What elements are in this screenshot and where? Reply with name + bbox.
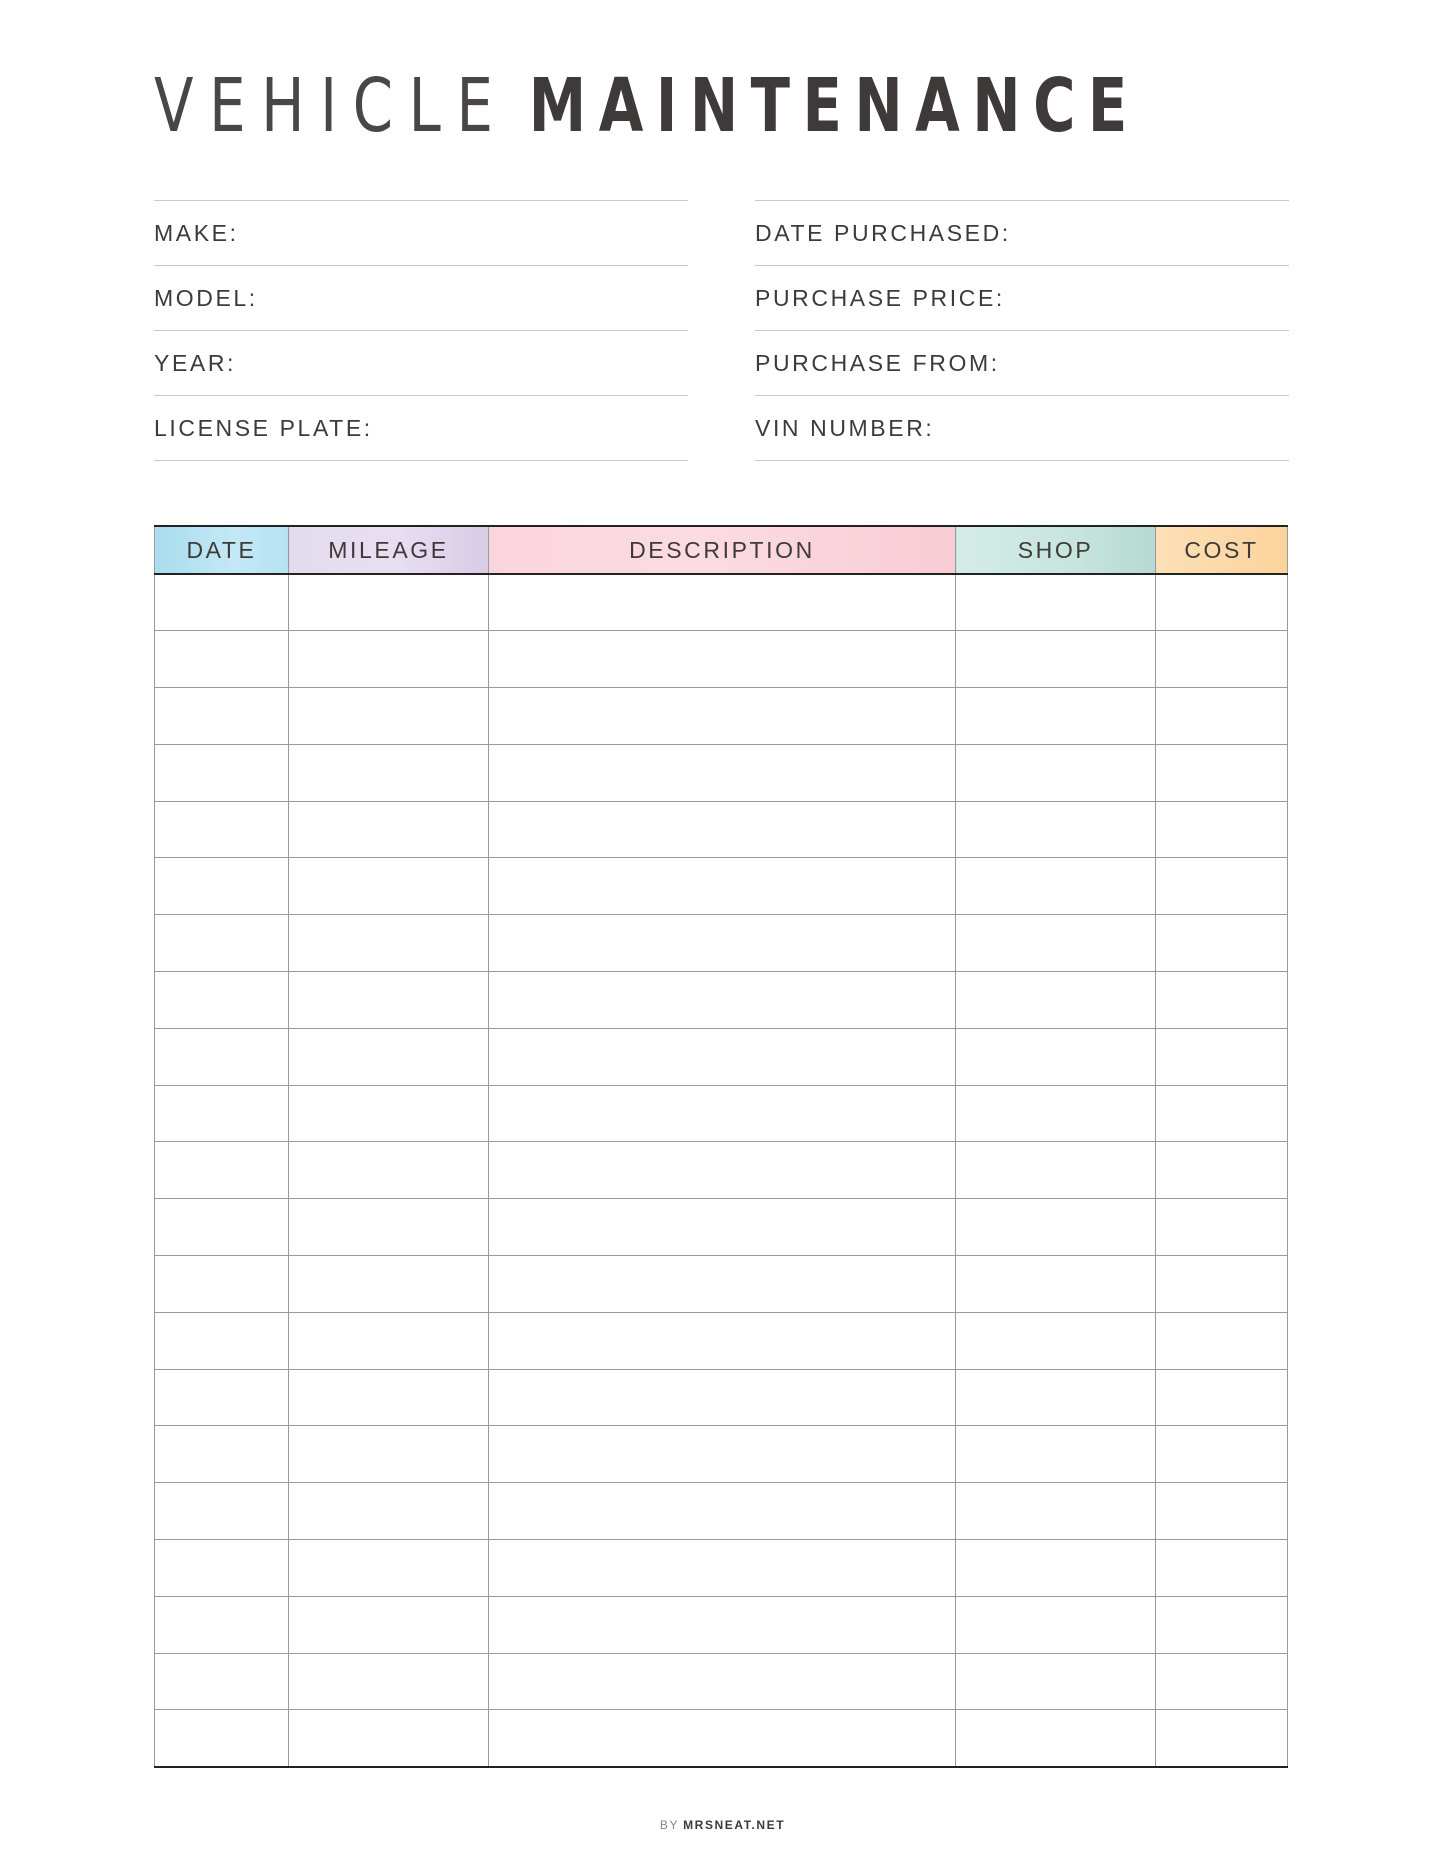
make-label: MAKE: xyxy=(154,219,239,246)
shop-cell[interactable] xyxy=(956,1540,1156,1597)
cost-cell[interactable] xyxy=(1156,1710,1288,1767)
vehicle-info-right xyxy=(755,200,1289,461)
date-cell[interactable] xyxy=(155,1596,289,1653)
mileage-cell[interactable] xyxy=(289,1426,489,1483)
date-cell[interactable] xyxy=(155,744,289,801)
date-cell[interactable] xyxy=(155,1483,289,1540)
table-row xyxy=(155,1483,1288,1540)
table-row xyxy=(155,858,1288,915)
cost-cell[interactable] xyxy=(1156,1653,1288,1710)
shop-cell[interactable] xyxy=(956,1312,1156,1369)
shop-cell[interactable] xyxy=(956,915,1156,972)
table-row xyxy=(155,1540,1288,1597)
description-cell[interactable] xyxy=(489,1710,956,1767)
model-label: MODEL: xyxy=(154,284,258,311)
shop-cell[interactable] xyxy=(956,688,1156,745)
description-cell[interactable] xyxy=(489,1312,956,1369)
mileage-cell[interactable] xyxy=(289,1142,489,1199)
description-cell[interactable] xyxy=(489,574,956,631)
mileage-cell[interactable] xyxy=(289,631,489,688)
description-cell[interactable] xyxy=(489,1540,956,1597)
date-cell[interactable] xyxy=(155,1710,289,1767)
date-cell[interactable] xyxy=(155,801,289,858)
date-cell[interactable] xyxy=(155,1256,289,1313)
footer-credit xyxy=(0,1818,1445,1832)
mileage-cell[interactable] xyxy=(289,1653,489,1710)
shop-cell[interactable] xyxy=(956,1142,1156,1199)
description-cell[interactable] xyxy=(489,1085,956,1142)
column-header-cost: COST xyxy=(1156,526,1288,574)
purchase-from-label: PURCHASE FROM: xyxy=(755,349,1000,376)
mileage-cell[interactable] xyxy=(289,574,489,631)
description-cell[interactable] xyxy=(489,915,956,972)
shop-cell[interactable] xyxy=(956,858,1156,915)
make-field[interactable] xyxy=(154,201,688,266)
license-plate-label: LICENSE PLATE: xyxy=(154,414,373,441)
purchase-from-field[interactable] xyxy=(755,331,1289,396)
date-cell[interactable] xyxy=(155,631,289,688)
shop-cell[interactable] xyxy=(956,1596,1156,1653)
year-field[interactable] xyxy=(154,331,688,396)
shop-cell[interactable] xyxy=(956,1085,1156,1142)
description-cell[interactable] xyxy=(489,1369,956,1426)
cost-cell[interactable] xyxy=(1156,1426,1288,1483)
table-row xyxy=(155,1312,1288,1369)
year-label: YEAR: xyxy=(154,349,237,376)
mileage-cell[interactable] xyxy=(289,858,489,915)
page-title xyxy=(154,63,1140,149)
table-row xyxy=(155,631,1288,688)
description-cell[interactable] xyxy=(489,1256,956,1313)
cost-cell[interactable] xyxy=(1156,1369,1288,1426)
vin-number-label: VIN NUMBER: xyxy=(755,414,935,441)
date-cell[interactable] xyxy=(155,1653,289,1710)
table-row xyxy=(155,801,1288,858)
mileage-cell[interactable] xyxy=(289,1256,489,1313)
mileage-cell[interactable] xyxy=(289,972,489,1029)
table-row xyxy=(155,1028,1288,1085)
description-cell[interactable] xyxy=(489,1142,956,1199)
description-cell[interactable] xyxy=(489,858,956,915)
cost-cell[interactable] xyxy=(1156,915,1288,972)
shop-cell[interactable] xyxy=(956,1199,1156,1256)
description-cell[interactable] xyxy=(489,744,956,801)
column-header-description: DESCRIPTION xyxy=(489,526,956,574)
description-cell[interactable] xyxy=(489,1199,956,1256)
shop-cell[interactable] xyxy=(956,972,1156,1029)
cost-cell[interactable] xyxy=(1156,1199,1288,1256)
description-cell[interactable] xyxy=(489,1596,956,1653)
title-bold-word: MAINTENANCE xyxy=(528,63,1140,149)
mileage-cell[interactable] xyxy=(289,1540,489,1597)
purchase-price-field[interactable] xyxy=(755,266,1289,331)
cost-cell[interactable] xyxy=(1156,574,1288,631)
table-row xyxy=(155,1085,1288,1142)
table-row xyxy=(155,1369,1288,1426)
table-row xyxy=(155,574,1288,631)
date-cell[interactable] xyxy=(155,1199,289,1256)
table-header-row xyxy=(155,526,1288,574)
cost-cell[interactable] xyxy=(1156,1540,1288,1597)
shop-cell[interactable] xyxy=(956,744,1156,801)
table-row xyxy=(155,1256,1288,1313)
date-cell[interactable] xyxy=(155,1426,289,1483)
mileage-cell[interactable] xyxy=(289,915,489,972)
mileage-cell[interactable] xyxy=(289,1596,489,1653)
footer-by: BY xyxy=(659,1818,680,1832)
shop-cell[interactable] xyxy=(956,1653,1156,1710)
date-cell[interactable] xyxy=(155,1312,289,1369)
description-cell[interactable] xyxy=(489,631,956,688)
mileage-cell[interactable] xyxy=(289,1483,489,1540)
date-purchased-field[interactable] xyxy=(755,201,1289,266)
date-cell[interactable] xyxy=(155,858,289,915)
shop-cell[interactable] xyxy=(956,1369,1156,1426)
table-row xyxy=(155,1596,1288,1653)
shop-cell[interactable] xyxy=(956,1028,1156,1085)
shop-cell[interactable] xyxy=(956,801,1156,858)
date-cell[interactable] xyxy=(155,574,289,631)
mileage-cell[interactable] xyxy=(289,801,489,858)
vehicle-info-left xyxy=(154,200,688,461)
table-body xyxy=(155,574,1288,1767)
cost-cell[interactable] xyxy=(1156,1085,1288,1142)
cost-cell[interactable] xyxy=(1156,1256,1288,1313)
mileage-cell[interactable] xyxy=(289,1085,489,1142)
cost-cell[interactable] xyxy=(1156,801,1288,858)
mileage-cell[interactable] xyxy=(289,1028,489,1085)
column-header-date: DATE xyxy=(155,526,289,574)
mileage-cell[interactable] xyxy=(289,688,489,745)
cost-cell[interactable] xyxy=(1156,858,1288,915)
cost-cell[interactable] xyxy=(1156,1312,1288,1369)
date-cell[interactable] xyxy=(155,1085,289,1142)
cost-cell[interactable] xyxy=(1156,972,1288,1029)
description-cell[interactable] xyxy=(489,972,956,1029)
mileage-cell[interactable] xyxy=(289,1312,489,1369)
date-cell[interactable] xyxy=(155,1369,289,1426)
cost-cell[interactable] xyxy=(1156,688,1288,745)
cost-cell[interactable] xyxy=(1156,1596,1288,1653)
table-row xyxy=(155,688,1288,745)
license-plate-field[interactable] xyxy=(154,396,688,461)
description-cell[interactable] xyxy=(489,1483,956,1540)
title-light-word: VEHICLE xyxy=(154,63,509,149)
table-row xyxy=(155,1142,1288,1199)
table-row xyxy=(155,1426,1288,1483)
table-row xyxy=(155,1710,1288,1767)
cost-cell[interactable] xyxy=(1156,744,1288,801)
date-cell[interactable] xyxy=(155,915,289,972)
description-cell[interactable] xyxy=(489,1028,956,1085)
description-cell[interactable] xyxy=(489,1426,956,1483)
model-field[interactable] xyxy=(154,266,688,331)
cost-cell[interactable] xyxy=(1156,631,1288,688)
purchase-price-label: PURCHASE PRICE: xyxy=(755,284,1005,311)
mileage-cell[interactable] xyxy=(289,744,489,801)
table-row xyxy=(155,1199,1288,1256)
cost-cell[interactable] xyxy=(1156,1028,1288,1085)
date-cell[interactable] xyxy=(155,688,289,745)
shop-cell[interactable] xyxy=(956,1710,1156,1767)
cost-cell[interactable] xyxy=(1156,1483,1288,1540)
table-row xyxy=(155,972,1288,1029)
column-header-mileage: MILEAGE xyxy=(289,526,489,574)
shop-cell[interactable] xyxy=(956,574,1156,631)
table-row xyxy=(155,744,1288,801)
description-cell[interactable] xyxy=(489,1653,956,1710)
shop-cell[interactable] xyxy=(956,1256,1156,1313)
description-cell[interactable] xyxy=(489,688,956,745)
mileage-cell[interactable] xyxy=(289,1710,489,1767)
vin-number-field[interactable] xyxy=(755,396,1289,461)
cost-cell[interactable] xyxy=(1156,1142,1288,1199)
column-header-shop: SHOP xyxy=(956,526,1156,574)
table-row xyxy=(155,915,1288,972)
date-cell[interactable] xyxy=(155,1142,289,1199)
date-cell[interactable] xyxy=(155,972,289,1029)
shop-cell[interactable] xyxy=(956,631,1156,688)
mileage-cell[interactable] xyxy=(289,1369,489,1426)
mileage-cell[interactable] xyxy=(289,1199,489,1256)
shop-cell[interactable] xyxy=(956,1426,1156,1483)
footer-site: MRSNEAT.NET xyxy=(683,1818,786,1832)
date-purchased-label: DATE PURCHASED: xyxy=(755,219,1011,246)
description-cell[interactable] xyxy=(489,801,956,858)
shop-cell[interactable] xyxy=(956,1483,1156,1540)
date-cell[interactable] xyxy=(155,1028,289,1085)
date-cell[interactable] xyxy=(155,1540,289,1597)
table-row xyxy=(155,1653,1288,1710)
maintenance-log-table xyxy=(154,525,1288,1768)
